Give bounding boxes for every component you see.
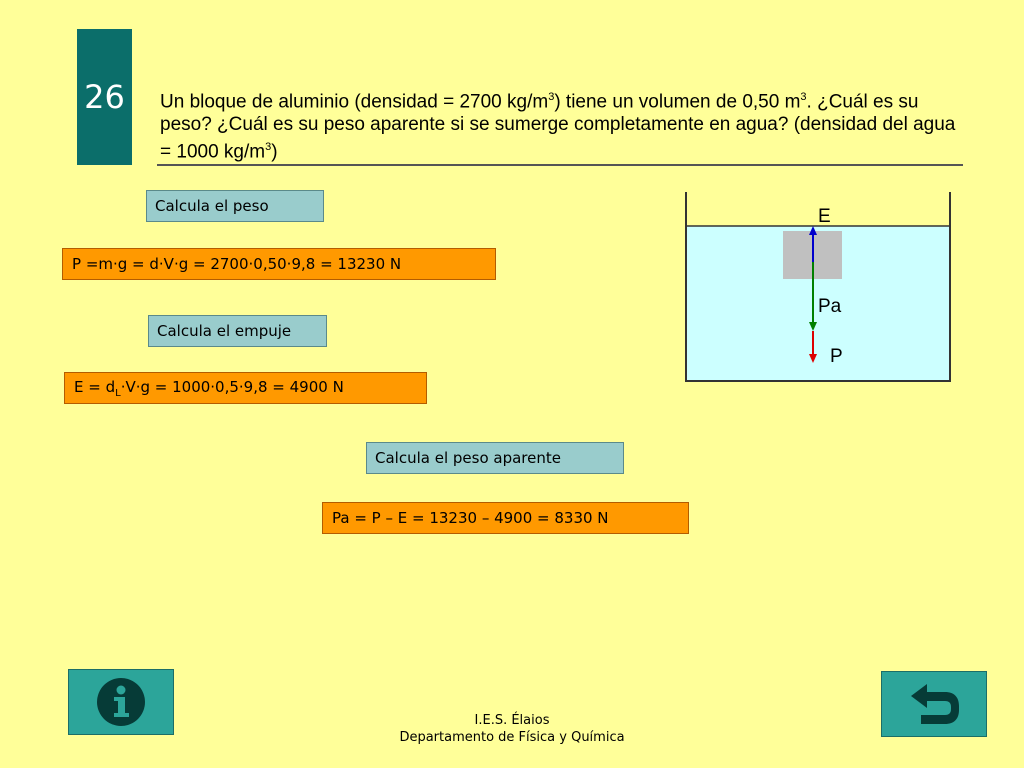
peso-aparente-formula: Pa = P – E = 13230 – 4900 = 8330 N [332, 509, 609, 527]
return-button[interactable] [881, 671, 987, 737]
return-arrow-icon [907, 680, 961, 728]
peso-formula: P =m·g = d·V·g = 2700·0,50·9,8 = 13230 N [72, 255, 402, 273]
label-pa: Pa [818, 296, 842, 317]
question-part-2: ) tiene un volumen de 0,50 m [554, 91, 801, 113]
question-exponent-1: 3 [548, 91, 555, 103]
info-button[interactable] [68, 669, 174, 735]
empuje-formula-box [64, 372, 427, 404]
calcula-empuje-button[interactable] [148, 315, 327, 347]
buoyancy-diagram [684, 190, 954, 390]
footer [312, 712, 712, 746]
empuje-formula-start: E = d [74, 377, 116, 396]
peso-formula-box [62, 248, 496, 280]
slide-number-badge [77, 29, 132, 165]
empuje-formula-end: ·V·g = 1000·0,5·9,8 = 4900 N [120, 377, 344, 396]
label-e: E [818, 206, 831, 227]
empuje-formula-subscript: L [115, 387, 121, 399]
question-part-3: . ¿Cuál es su peso? ¿Cuál es su peso aparente si se sumerge completamente en agua? (densidad del agua = 1000 kg/m [160, 91, 956, 163]
question-exponent-3: 3 [265, 141, 272, 154]
question-part-1: Un bloque de aluminio (densidad = 2700 kg/m [160, 91, 549, 113]
slide-number: 26 [84, 78, 125, 116]
title-divider [157, 164, 963, 166]
calcula-peso-aparente-label: Calcula el peso aparente [375, 449, 561, 467]
calcula-empuje-label: Calcula el empuje [157, 322, 292, 340]
question-text [160, 86, 960, 164]
info-icon [95, 676, 147, 728]
calcula-peso-label: Calcula el peso [155, 197, 269, 215]
question-exponent-2: 3 [800, 91, 807, 103]
label-p: P [830, 346, 843, 367]
footer-school: I.E.S. Élaios [474, 713, 550, 728]
question-part-4: ) [271, 141, 278, 163]
peso-aparente-formula-box [322, 502, 689, 534]
footer-department: Departamento de Física y Química [399, 730, 625, 745]
calcula-peso-aparente-button[interactable] [366, 442, 624, 474]
empuje-formula [74, 378, 344, 399]
calcula-peso-button[interactable] [146, 190, 324, 222]
